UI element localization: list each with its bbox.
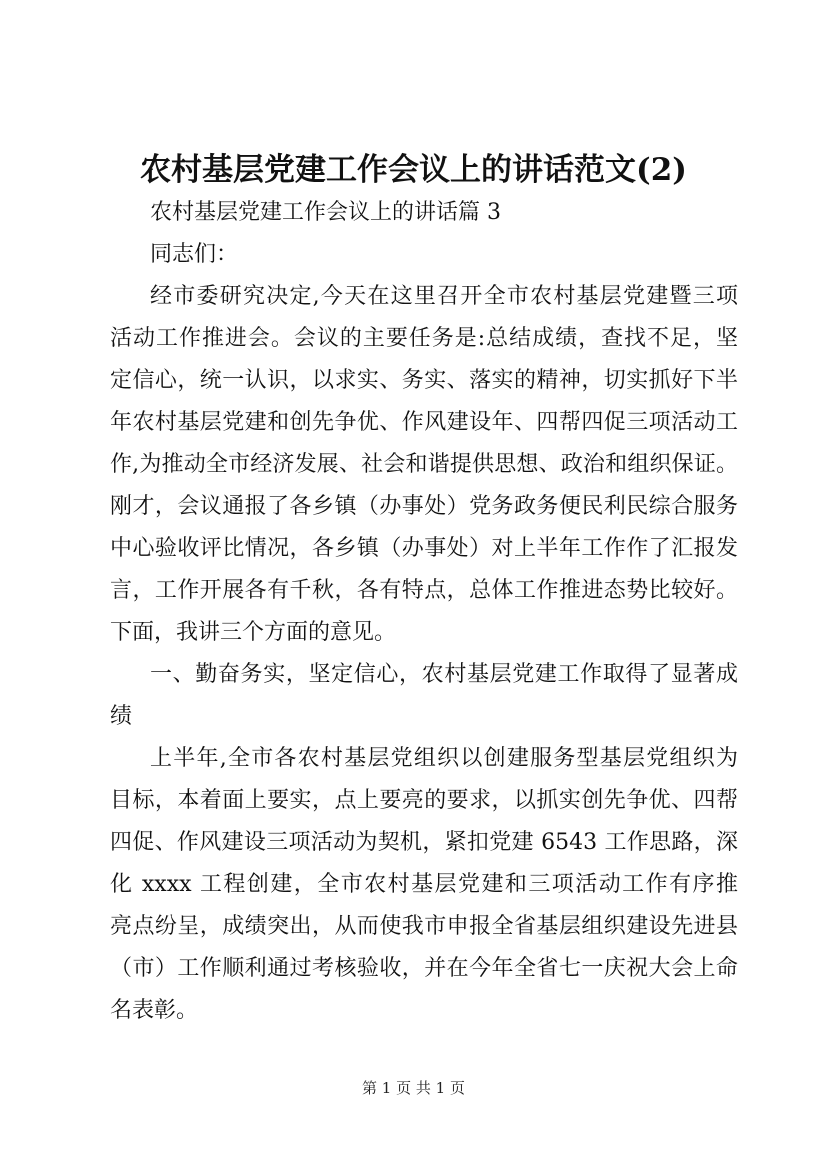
heading-line: 绩 xyxy=(110,704,133,729)
paragraph-line: （市）工作顺利通过考核验收，并在今年全省七一庆祝大会上命 xyxy=(110,956,738,981)
document-title: 农村基层党建工作会议上的讲话范文(2) xyxy=(140,152,687,188)
document-subtitle: 农村基层党建工作会议上的讲话篇 3 xyxy=(150,200,501,225)
paragraph-2 xyxy=(110,738,738,1032)
paragraph-line: 定信心，统一认识，以求实、务实、落实的精神，切实抓好下半 xyxy=(110,368,738,393)
page-footer: 第 1 页 共 1 页 xyxy=(362,1079,465,1097)
paragraph-line: 言，工作开展各有千秋，各有特点，总体工作推进态势比较好。 xyxy=(110,578,738,603)
salutation: 同志们： xyxy=(150,242,239,267)
paragraph-line: 活动工作推进会。会议的主要任务是:总结成绩，查找不足，坚 xyxy=(110,326,738,351)
paragraph-line: 名表彰。 xyxy=(110,998,199,1023)
paragraph-line: 刚才，会议通报了各乡镇（办事处）党务政务便民利民综合服务 xyxy=(110,494,738,519)
document-body xyxy=(110,192,738,1032)
paragraph-line: 下面，我讲三个方面的意见。 xyxy=(110,620,397,645)
paragraph-line: 上半年,全市各农村基层党组织以创建服务型基层党组织为 xyxy=(150,746,738,771)
paragraph-line: 中心验收评比情况，各乡镇（办事处）对上半年工作作了汇报发 xyxy=(110,536,738,561)
paragraph-line: 亮点纷呈，成绩突出，从而使我市申报全省基层组织建设先进县 xyxy=(110,914,738,939)
paragraph-line: 经市委研究决定,今天在这里召开全市农村基层党建暨三项 xyxy=(150,284,738,309)
paragraph-1 xyxy=(110,276,738,654)
paragraph-line: 四促、作风建设三项活动为契机，紧扣党建 6543 工作思路，深 xyxy=(110,830,738,855)
heading-line: 一、勤奋务实，坚定信心，农村基层党建工作取得了显著成 xyxy=(150,662,738,687)
paragraph-line: 目标，本着面上要实，点上要亮的要求，以抓实创先争优、四帮 xyxy=(110,788,738,813)
section-heading-1 xyxy=(110,654,738,738)
paragraph-line: 化 xxxx 工程创建，全市农村基层党建和三项活动工作有序推 xyxy=(110,872,738,897)
paragraph-line: 作,为推动全市经济发展、社会和谐提供思想、政治和组织保证。 xyxy=(110,452,738,477)
paragraph-line: 年农村基层党建和创先争优、作风建设年、四帮四促三项活动工 xyxy=(110,410,738,435)
